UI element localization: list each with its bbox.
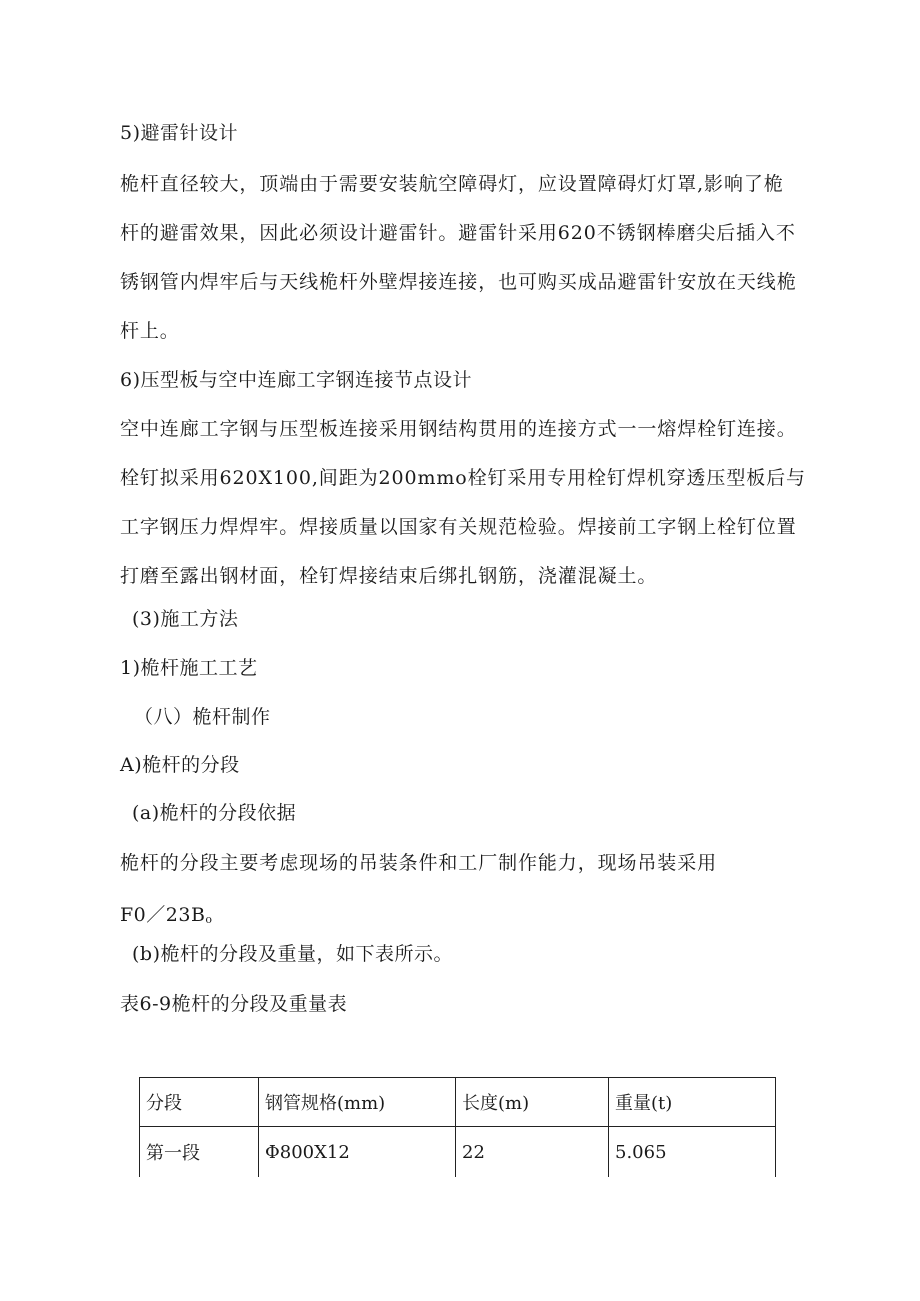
paragraph-line: 杆的避雷效果，因此必须设计避雷针。避雷针采用620不锈钢棒磨尖后插入不	[120, 222, 796, 244]
paragraph-line: 桅杆的分段主要考虑现场的吊装条件和工厂制作能力，现场吊装采用	[120, 852, 718, 874]
section-heading-mast-segment: A)桅杆的分段	[120, 754, 240, 776]
segment-weight-table	[139, 1077, 776, 1177]
section-heading-lightning-rod: 5)避雷针设计	[120, 122, 239, 144]
table-header-row	[140, 1078, 776, 1127]
table-header-cell: 分段	[140, 1078, 259, 1127]
section-heading-mast-making: （八）桅杆制作	[134, 706, 271, 728]
paragraph-line: 栓钉拟采用620X100,间距为200mmo栓钉采用专用栓钉焊机穿透压型板后与	[120, 467, 806, 489]
paragraph-line: 打磨至露出钢材面，栓钉焊接结束后绑扎钢筋，浇灌混凝土。	[120, 565, 658, 587]
table-header-cell: 重量(t)	[609, 1078, 776, 1127]
table-row	[140, 1127, 776, 1178]
crane-model-text: F0／23B	[120, 904, 206, 926]
table-cell: 22	[456, 1127, 609, 1178]
table-header-cell: 钢管规格(mm)	[259, 1078, 456, 1127]
section-heading-segment-basis: (a)桅杆的分段依据	[132, 802, 297, 824]
paragraph-line: 桅杆直径较大，顶端由于需要安装航空障碍灯，应设置障碍灯灯罩,影响了桅	[120, 173, 784, 195]
paragraph-line	[120, 903, 213, 932]
section-heading-construction-method: (3)施工方法	[132, 608, 239, 630]
table-header-cell: 长度(m)	[456, 1078, 609, 1127]
paragraph-line: 空中连廊工字钢与压型板连接采用钢结构贯用的连接方式一一熔焊栓钉连接。	[120, 418, 797, 440]
table-cell: Φ800X12	[259, 1127, 456, 1178]
table-cell: 5.065	[609, 1127, 776, 1178]
paragraph-line: 锈钢管内焊牢后与天线桅杆外壁焊接连接，也可购买成品避雷针安放在天线桅	[120, 271, 797, 293]
crane-model-subscript: o	[205, 913, 213, 926]
section-heading-node-design: 6)压型板与空中连廊工字钢连接节点设计	[120, 369, 473, 391]
table-cell: 第一段	[140, 1127, 259, 1178]
table-caption: 表6-9桅杆的分段及重量表	[120, 993, 348, 1015]
paragraph-line: 杆上。	[120, 320, 180, 342]
paragraph-line: 工字钢压力焊焊牢。焊接质量以国家有关规范检验。焊接前工字钢上栓钉位置	[120, 516, 797, 538]
section-heading-mast-process: 1)桅杆施工工艺	[120, 657, 258, 679]
section-heading-segment-weight: (b)桅杆的分段及重量，如下表所示。	[132, 943, 453, 965]
